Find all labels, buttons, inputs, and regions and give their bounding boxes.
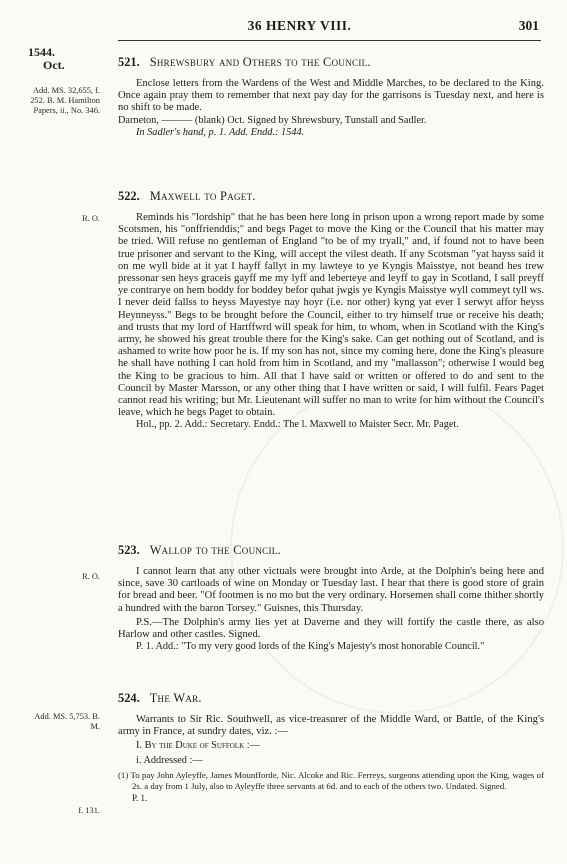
entry-postscript: P.S.—The Dolphin's army lies yet at Daverne and they will fortify the castle there, as also Harlow and other castles. Signed. xyxy=(118,616,544,641)
entry-number: 523. xyxy=(118,543,140,557)
entry-521 xyxy=(118,54,544,139)
entry-section-heading: I. By the Duke of Suffolk :— xyxy=(136,740,260,752)
entry-body: Enclose letters from the Wardens of the West and Middle Marches, to be declared to the King. Once again pray them to remember that next pay day for the garrisons is Tuesday next, and here is no shift to be made. xyxy=(118,78,544,114)
margin-date xyxy=(28,46,65,72)
entry-body: I cannot learn that any other victuals were brought into Arde, at the Dolphin's being here and since, save 30 cartloads of wine on Monday or Tuesday last. I hear that there is good store of grain for bread and beer. "Of footmen is no mo but the very ordinary. Horsemen shall come thither shortly a hundred with the baron Torsey." Guisnes, this Thursday. xyxy=(118,566,544,614)
page-number: 301 xyxy=(518,18,539,33)
sidenote-522: R. O. xyxy=(82,214,100,223)
entry-title: Wallop to the Council. xyxy=(149,543,281,557)
entry-meta: Hol., pp. 2. Add.: Secretary. Endd.: The l. Maxwell to Maister Secr. Mr. Paget. xyxy=(136,419,459,431)
sidenote-521: Add. MS. 32,655, f. 252. B. M. Hamilton Papers, ii., No. 346. xyxy=(30,86,100,115)
entry-meta: P. 1. Add.: "To my very good lords of the King's Majesty's most honorable Council." xyxy=(136,641,485,653)
entry-524 xyxy=(118,690,544,804)
entry-number: 522. xyxy=(118,189,140,203)
entry-heading xyxy=(118,690,544,706)
entry-522 xyxy=(118,188,544,432)
entry-title: Shrewsbury and Others to the Council. xyxy=(149,55,371,69)
entry-item: (1) To pay John Ayleyffe, James Mounfforde, Nic. Alcoke and Ric. Ferreys, surgeons attending upon the King, wages of 2s. a day from 1 July, also to Ayleyffe three servants at 6d. and to each of the others two. Undated. Signed. xyxy=(118,769,544,791)
entry-meta: Darneton, ——— (blank) Oct. Signed by Shrewsbury, Tunstall and Sadler. xyxy=(118,114,427,126)
entry-heading xyxy=(118,54,544,70)
sidenote-folio: f. 131. xyxy=(78,806,100,815)
entry-heading xyxy=(118,188,544,204)
entry-523 xyxy=(118,542,544,653)
sidenote-523: R. O. xyxy=(82,572,100,581)
margin-year: 1544. xyxy=(28,45,55,59)
entry-number: 521. xyxy=(118,55,140,69)
entry-title: The War. xyxy=(149,691,202,705)
header-rule xyxy=(118,40,541,41)
entry-item-meta: P. 1. xyxy=(132,792,148,803)
entry-title: Maxwell to Paget. xyxy=(149,189,256,203)
entry-body: Warrants to Sir Ric. Southwell, as vice-treasurer of the Middle Ward, or Battle, of the King's army in France, at sundry dates, viz. :— xyxy=(118,714,544,738)
entry-subsection: i. Addressed :— xyxy=(136,754,203,766)
running-title: 36 HENRY VIII. xyxy=(247,18,352,33)
margin-month: Oct. xyxy=(43,58,65,72)
entry-body: Reminds his "lordship" that he has been here long in prison upon a wrong report made by some Scotsmen, his "onffrienddis;" and begs Paget to move the King or the Council that his matter may be tried. Will refuse no gentleman of England "to be of my tryall," and, if found not to have been true prisoner and servant to the King, will accept the vilest death. If any Scotsman "yat hayss said it on me wyll bide at it yat I hayff fallyt in my lawteye to ye Kyngis Maisstye, not beand hes trew pressonar sen heys graceis gayff me my lyff and leberteye and leyff to gay in Scotland, I sall preyff ye contrarye on hem boddy for boddey befor quhat jwgis ye Kyngis Maisstye wyll commeyt tyll ws. I never deid fallss to heyss Mayestye nay hoyr (i.e. nor other) kyng yat ever I serwyt affor heyss Heynneyss." Begs to be brought before the Council, either to try himself true or receive his death; and trusts that my lord of Hartffwrd will speak for him, to whom, when in Scotland with the King's army, he showed his great trouble there for the King's sake. Can get nothing out of Scotland, and is ashamed to write how poor he is. If my son has not, since my coming here, done the King's pleasure he shall have nothing I can hold from him in Scotland, and my "mallasson"; otherwise I would beg the King to be gracious to him. All that I have said or written or offered to do and sent to the Council by Master Marsson, or any other thing that I have written or said, I will fulfil. Fears Paget cannot read his writing; but Mr. Lieutenant will suffer no man to write for him without the Council's leave, which he begs Paget to obtain. xyxy=(118,212,544,419)
sidenote-524: Add. MS. 5,753. B. M. xyxy=(34,712,100,731)
entry-number: 524. xyxy=(118,691,140,705)
entry-meta-2: In Sadler's hand, p. 1. Add. Endd.: 1544. xyxy=(136,126,305,138)
running-header xyxy=(60,18,539,38)
entry-heading xyxy=(118,542,544,558)
